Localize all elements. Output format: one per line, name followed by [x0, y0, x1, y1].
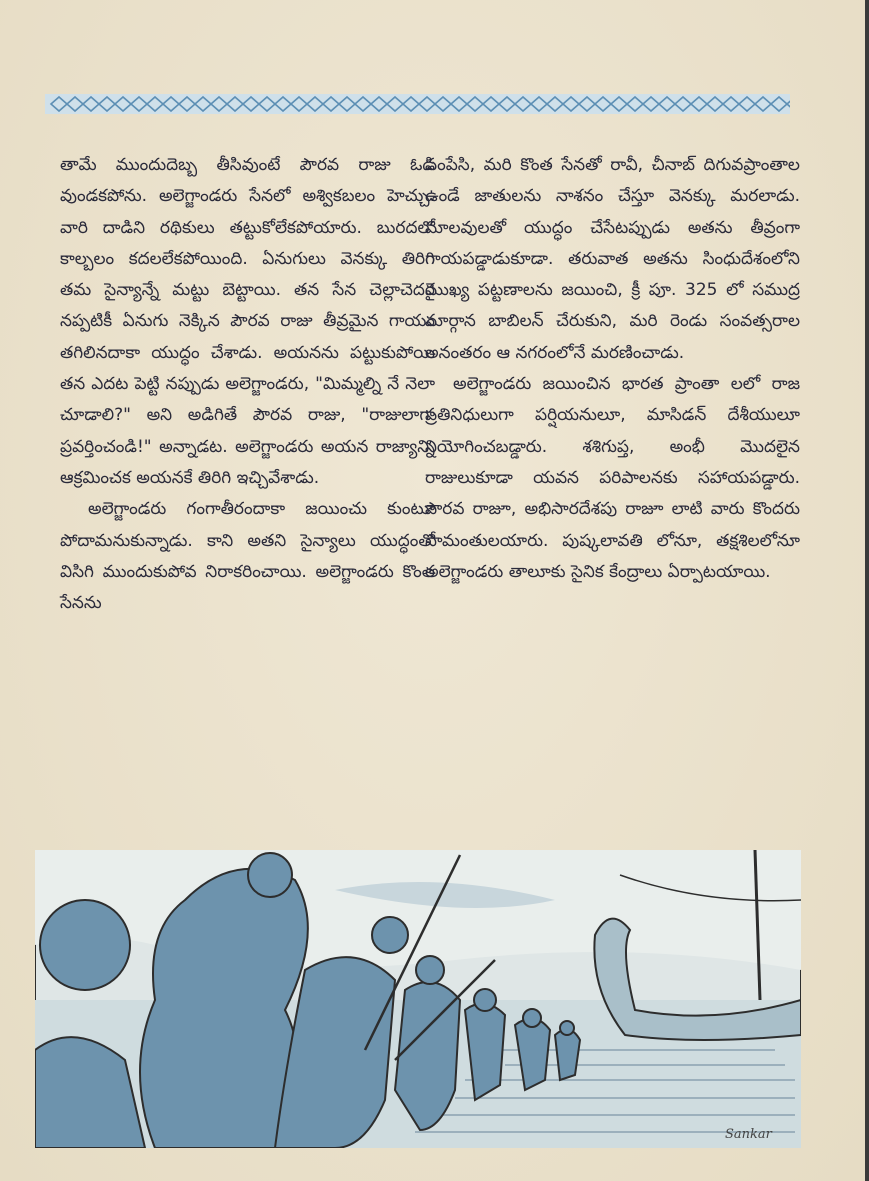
artist-signature: Sankar: [725, 1127, 772, 1142]
paragraph: అలెగ్జాండరు జయించిన భారత ప్రాంతా లలో రాజ ప్రతినిధులుగా పర్షియనులూ, మాసిడన్ దేశీయులూ నియోగించబడ్డారు. శశిగుప్త, అంభీ మొదలైన రాజులుకూడా యవన పరిపాలనకు సహాయపడ్డారు. పౌరవ రాజూ, అభిసారదేశపు రాజూ లాటి వారు కొందరు సామంతులయారు. పుష్కలావతి లోనూ, తక్షశిలలోనూ అలెగ్జాండరు తాలూకు సైనిక కేంద్రాలు ఏర్పాటయాయి.: [425, 374, 800, 582]
paragraph: అలెగ్జాండరు గంగాతీరందాకా జయించు కుంటూ పోదామనుకున్నాడు. కాని అతని సైన్యాలు యుద్ధంతో విసిగి ముందుకుపోవ నిరాకరించాయి. అలెగ్జాండరు కొంత సేనను: [60, 499, 435, 614]
illustration-soldiers-ship: [35, 850, 801, 1148]
decorative-border: [45, 92, 790, 116]
page-edge: [865, 0, 869, 1181]
text-column-left: [60, 150, 435, 619]
text-column-right: [425, 150, 800, 588]
paragraph: తామే ముందుదెబ్బ తీసివుంటే పౌరవ రాజు ఓడి వుండకపోను. అలెగ్జాండరు సేనలో అశ్వికబలం హెచ్చు. వారి దాడిని రథికులు తట్టుకోలేకపోయారు. బురదలో కాల్బలం కదలలేకపోయింది. ఏనుగులు వెనక్కు తిరిగి తమ సైన్యాన్నే మట్టు బెట్టాయి. తన సేన చెల్లాచెదరై నప్పటికీ ఏనుగు నెక్కిన పౌరవ రాజు తీవ్రమైన గాయం తగిలినదాకా యుద్ధం చేశాడు. అయనను పట్టుకుపోయి తన ఎదట పెట్టి నప్పుడు అలెగ్జాండరు, "మిమ్మల్ని నే నెలా చూడాలి?" అని అడిగితే పౌరవ రాజు, "రాజులాగా ప్రవర్తించండి!" అన్నాడట. అలెగ్జాండరు అయన రాజ్యాన్ని ఆక్రమించక అయనకే తిరిగి ఇచ్చివేశాడు.: [60, 155, 435, 488]
paragraph: పంపేసి, మరి కొంత సేనతో రావీ, చీనాబ్ దిగువప్రాంతాల ఉండే జాతులను నాశనం చేస్తూ వెనక్కు మరలాడు. మాలవులతో యుద్ధం చేసేటప్పుడు అతను తీవ్రంగా గాయపడ్డాడుకూడా. తరువాత అతను సింధుదేశంలోని ముఖ్య పట్టణాలను జయించి, క్రీ పూ. 325 లో సముద్ర మార్గాన బాబిలన్ చేరుకుని, మరి రెండు సంవత్సరాల అనంతరం ఆ నగరంలోనే మరణించాడు.: [425, 155, 800, 363]
